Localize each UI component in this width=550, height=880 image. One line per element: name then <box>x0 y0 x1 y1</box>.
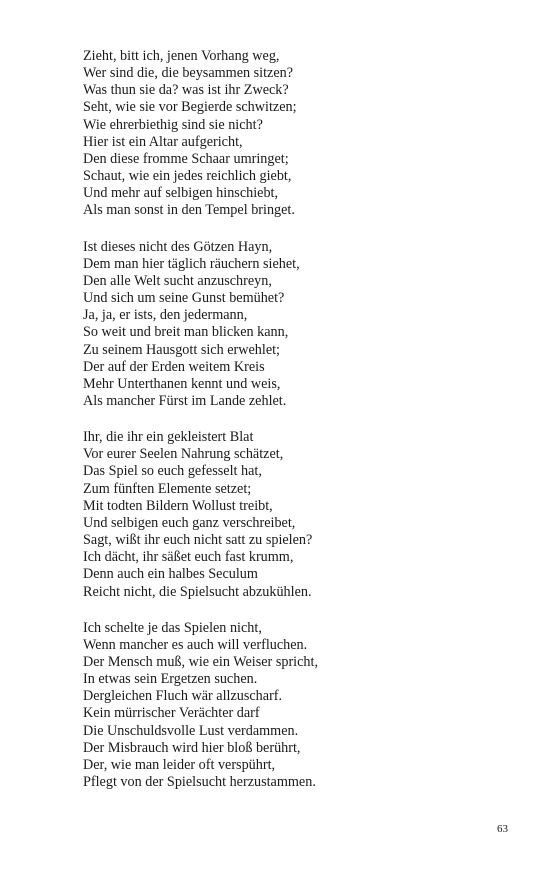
poem-line: Wenn mancher es auch will verfluchen. <box>83 636 308 653</box>
poem-line: Den alle Welt sucht anzuschreyn, <box>83 272 272 289</box>
stanza-4 <box>83 620 503 792</box>
poem-line: Kein mürrischer Verächter darf <box>83 705 260 722</box>
poem-line: Reicht nicht, die Spielsucht abzukühlen. <box>83 583 312 600</box>
poem-line: Ja, ja, er ists, den jedermann, <box>83 307 248 324</box>
poem-line: Hier ist ein Altar aufgericht, <box>83 133 243 150</box>
poem-line: Der Mensch muß, wie ein Weiser spricht, <box>83 654 318 670</box>
poem <box>83 48 503 810</box>
poem-line: Vor eurer Seelen Nahrung schätzet, <box>83 446 284 463</box>
poem-line: Schaut, wie ein jedes reichlich giebt, <box>83 168 292 185</box>
poem-line: Ist dieses nicht des Götzen Hayn, <box>83 238 273 255</box>
poem-line: In etwas sein Ergetzen suchen. <box>83 671 258 688</box>
poem-line: Seht, wie sie vor Begierde schwitzen; <box>83 99 297 116</box>
stanza-1 <box>83 48 503 220</box>
poem-line: Ihr, die ihr ein gekleistert Blat <box>83 429 254 446</box>
poem-line: Denn auch ein halbes Seculum <box>83 566 258 583</box>
poem-line: Wie ehrerbiethig sind sie nicht? <box>83 116 263 133</box>
page-number: 63 <box>497 823 508 835</box>
poem-line: Ich dächt, ihr säßet euch fast krumm, <box>83 549 294 566</box>
poem-line: Und sich um seine Gunst bemühet? <box>83 290 285 307</box>
poem-line: Den diese fromme Schaar umringet; <box>83 150 289 167</box>
poem-line: Als mancher Fürst im Lande zehlet. <box>83 392 287 409</box>
poem-line: Der, wie man leider oft verspührt, <box>83 756 276 773</box>
poem-line: Zu seinem Hausgott sich erwehlet; <box>83 341 280 358</box>
poem-line: Das Spiel so euch gefesselt hat, <box>83 463 262 480</box>
poem-line: Und mehr auf selbigen hinschiebt, <box>83 185 279 202</box>
stanza-2 <box>83 239 503 411</box>
poem-line: Mit todten Bildern Wollust treibt, <box>83 497 273 514</box>
poem-line: Zum fünften Elemente setzet; <box>83 480 252 497</box>
poem-line: Wer sind die, die beysammen sitzen? <box>83 65 294 82</box>
poem-line: Der Misbrauch wird hier bloß berührt, <box>83 739 301 756</box>
stanza-3 <box>83 429 503 601</box>
poem-line: Mehr Unterthanen kennt und weis, <box>83 375 281 392</box>
poem-line: Die Unschuldsvolle Lust verdammen. <box>83 722 299 739</box>
poem-line: Was thun sie da? was ist ihr Zweck? <box>83 82 289 99</box>
poem-line: Und selbigen euch ganz verschreibet, <box>83 514 296 531</box>
poem-line: Sagt, wißt ihr euch nicht satt zu spielen? <box>83 532 313 549</box>
poem-line: Dergleichen Fluch wär allzuscharf. <box>83 688 283 705</box>
poem-line: Dem man hier täglich räuchern siehet, <box>83 255 300 272</box>
poem-line: Pflegt von der Spielsucht herzustammen. <box>83 774 316 791</box>
poem-line: Zieht, bitt ich, jenen Vorhang weg, <box>83 48 280 64</box>
poem-line: Als man sonst in den Tempel bringet. <box>83 202 295 219</box>
poem-line: So weit und breit man blicken kann, <box>83 324 289 341</box>
poem-line: Der auf der Erden weitem Kreis <box>83 358 265 375</box>
poem-line: Ich schelte je das Spielen nicht, <box>83 619 262 636</box>
